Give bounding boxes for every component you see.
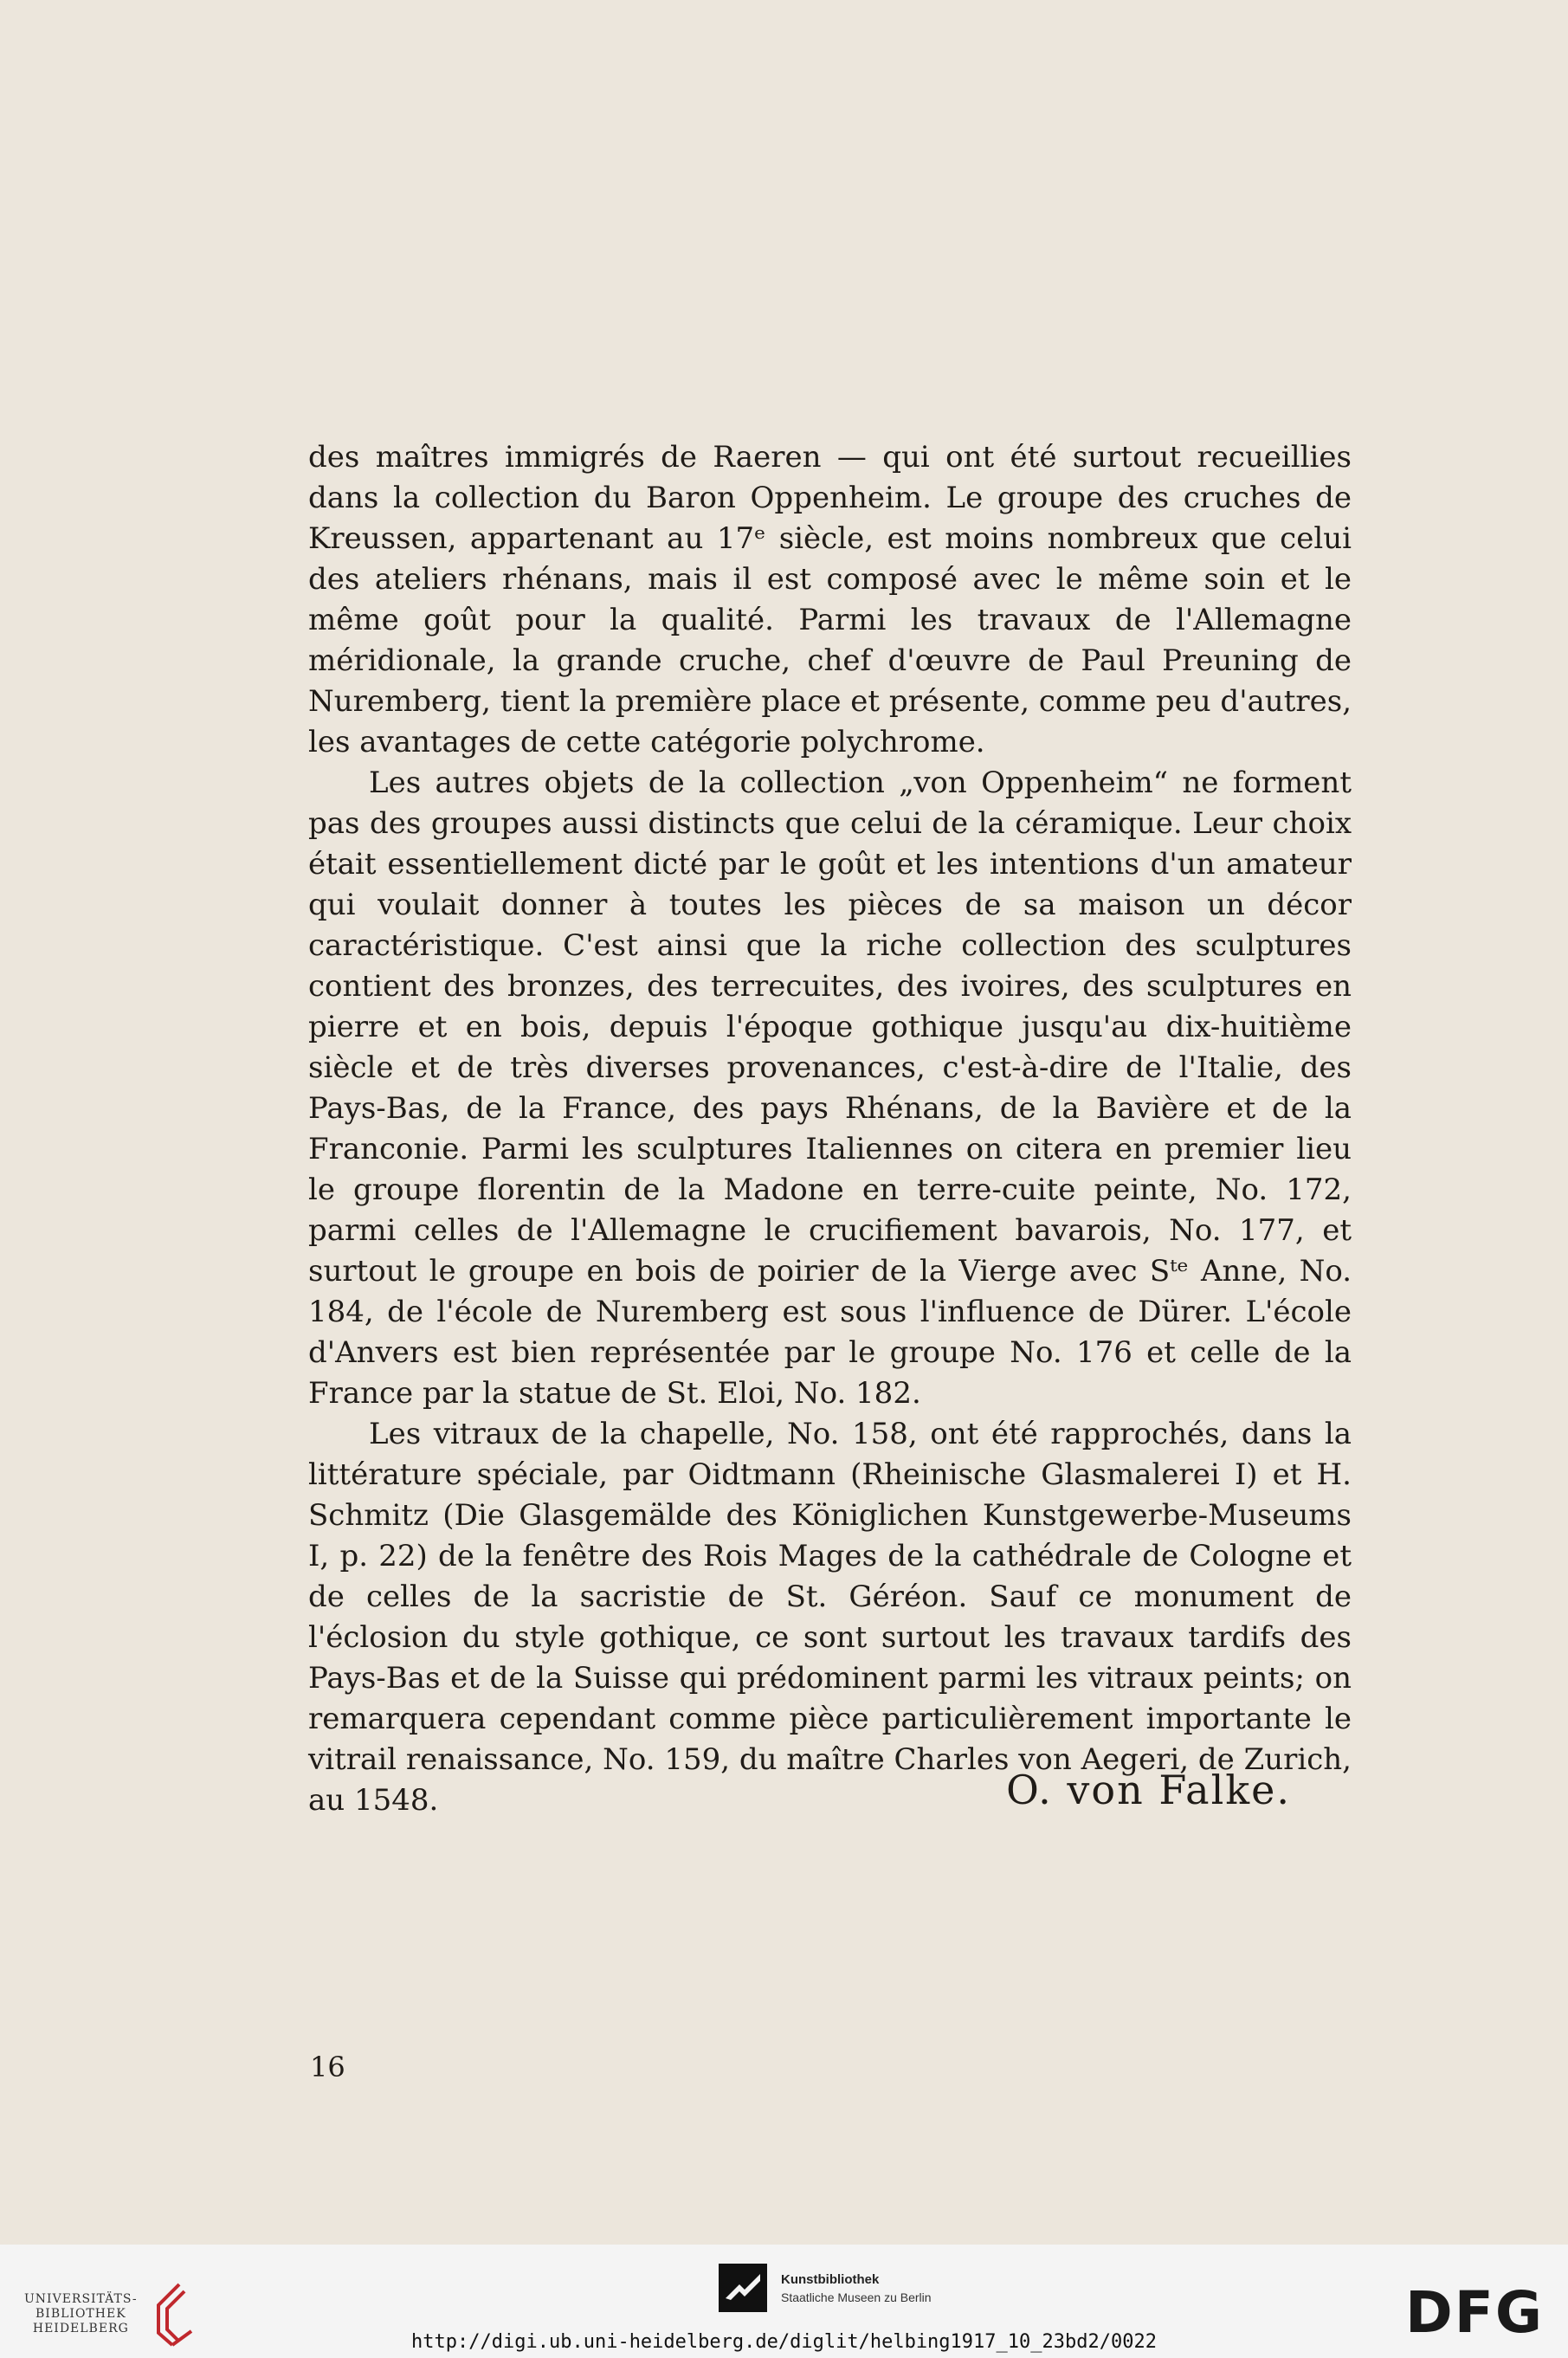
kunstbibliothek-eagle-icon	[719, 2264, 767, 2312]
university-line: HEIDELBERG	[32, 2321, 129, 2335]
kunstbibliothek-subtitle: Staatliche Museen zu Berlin	[781, 2290, 932, 2304]
author-signature: O. von Falke.	[1006, 1767, 1291, 1813]
paragraph-1: des maîtres immigrés de Raeren — qui ont été surtout recueillies dans la collection du Baron Oppenheim. Le groupe des cruches de Kreussen, appartenant au 17ᵉ siècle, est moins nombreux que celui des ateliers rhénans, mais il est composé avec le même soin et le même goût pour la qualité. Parmi les travaux de l'Allemagne méridionale, la grande cruche, chef d'œuvre de Paul Preuning de Nuremberg, tient la première place et présente, comme peu d'autres, les avantages de cette catégorie polychrome.	[308, 440, 1352, 759]
page-number: 16	[310, 2051, 345, 2083]
paragraph-2: Les autres objets de la collection „von Oppenheim“ ne forment pas des groupes aussi distincts que celui de la céramique. Leur choix était essentiellement dicté par le goût et les intentions d'un amateur qui voulait donner à toutes les pièces de sa maison un décor caractéristique. C'est ainsi que la riche collection des sculptures contient des bronzes, des terrecuites, des ivoires, des sculptures en pierre et en bois, depuis l'époque gothique jusqu'au dix-huitième siècle et de très diverses provenances, c'est-à-dire de l'Italie, des Pays-Bas, de la France, des pays Rhénans, de la Bavière et de la Franconie. Parmi les sculptures Italiennes on citera en premier lieu le groupe florentin de la Madone en terre-cuite peinte, No. 172, parmi celles de l'Allemagne le crucifiement bavarois, No. 177, et surtout le groupe en bois de poirier de la Vierge avec Sᵗᵉ Anne, No. 184, de l'école de Nuremberg est sous l'influence de Dürer. L'école d'Anvers est bien représentée par le groupe No. 176 et celle de la France par la statue de St. Eloi, No. 182.	[308, 766, 1352, 1411]
university-line: BIBLIOTHEK	[35, 2306, 126, 2321]
university-line: UNIVERSITÄTS-	[24, 2291, 138, 2306]
university-name	[24, 2292, 138, 2336]
kunstbibliothek-logo[interactable]	[719, 2264, 932, 2312]
dfg-logo[interactable]: DFG	[1404, 2279, 1544, 2346]
body-text	[308, 437, 1352, 1821]
permalink-url[interactable]: http://digi.ub.uni-heidelberg.de/diglit/helbing1917_10_23bd2/0022	[411, 2331, 1157, 2353]
paragraph-3: Les vitraux de la chapelle, No. 158, ont été rapprochés, dans la littérature spéciale, par Oidtmann (Rheinische Glasmalerei I) et H. Schmitz (Die Glasgemälde des Königlichen Kunstgewerbe-Museums I, p. 22) de la fenêtre des Rois Mages de la cathédrale de Cologne et de celles de la sacristie de St. Géréon. Sauf ce monument de l'éclosion du style gothique, ce sont surtout les travaux tardifs des Pays-Bas et de la Suisse qui prédominent parmi les vitraux peints; on remarquera cependant comme pièce particulièrement importante le vitrail renaissance, No. 159, du maître Charles von Aegeri, de Zurich, au 1548.	[308, 1417, 1352, 1818]
kunstbibliothek-title: Kunstbibliothek	[781, 2271, 880, 2287]
digitization-footer	[0, 2245, 1568, 2358]
